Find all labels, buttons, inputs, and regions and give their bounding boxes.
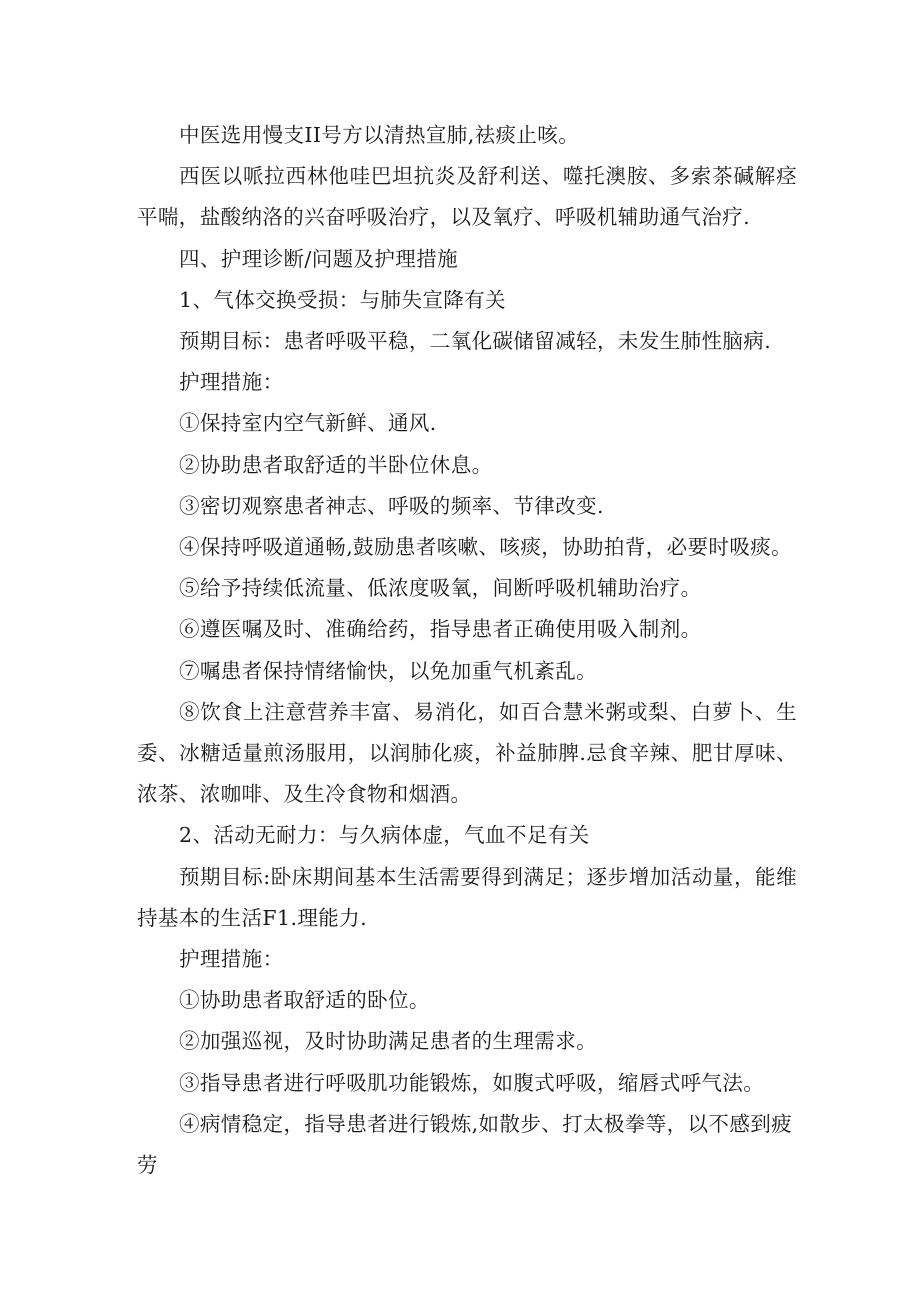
measure-item: ③密切观察患者神志、呼吸的频率、节律改变. (179, 493, 604, 518)
diagnosis-1-heading: 1、气体交换受损：与肺失宣降有关 (179, 287, 506, 312)
measure-item: ⑤给予持续低流量、低浓度吸氧，间断呼吸机辅助治疗。 (179, 576, 702, 601)
measure-item: ①保持室内空气新鲜、通风. (179, 411, 437, 436)
diagnosis-1-goal: 预期目标：患者呼吸平稳，二氧化碳储留减轻，未发生肺性脑病. (179, 329, 772, 354)
diagnosis-2-heading: 2、活动无耐力：与久病体虚，气血不足有关 (179, 823, 590, 848)
measure-item: ②加强巡视，及时协助满足患者的生理需求。 (179, 1029, 597, 1054)
paragraph-western-treatment: 西医以哌拉西林他哇巴坦抗炎及舒利送、噬托澳胺、多索茶碱解痉平喘，盐酸纳洛的兴奋呼吸治疗，以及氧疗、呼吸机辅助通气治疗. (137, 164, 797, 230)
measure-item: ③指导患者进行呼吸肌功能锻炼，如腹式呼吸，缩唇式呼气法。 (179, 1070, 765, 1095)
measure-item: ②协助患者取舒适的半卧位休息。 (179, 452, 493, 477)
document-body (137, 115, 797, 1186)
measure-item: ④病情稳定，指导患者进行锻炼,如散步、打太极拳等，以不感到疲劳 (137, 1111, 793, 1178)
section-heading-nursing-diagnosis: 四、护理诊断/问题及护理措施 (179, 246, 459, 271)
measure-item: ①协助患者取舒适的卧位。 (179, 988, 430, 1013)
measure-item: ⑦嘱患者保持情绪愉快，以免加重气机紊乱。 (179, 658, 597, 683)
measure-item: ⑥遵医嘱及时、准确给药，指导患者正确使用吸入制剂。 (179, 617, 702, 642)
paragraph-tcm-prescription: 中医选用慢支II号方以清热宣肺,祛痰止咳。 (179, 123, 580, 147)
diagnosis-2-measures-label: 护理措施： (179, 947, 284, 972)
measure-item-diet: ⑧饮食上注意营养丰富、易消化，如百合慧米粥或梨、白萝卜、生委、冰糖适量煎汤服用，以润肺化痰，补益肺脾.忌食辛辣、肥甘厚味、浓茶、浓咖啡、及生冷食物和烟酒。 (137, 699, 797, 807)
measure-item: ④保持呼吸道通畅,鼓励患者咳嗽、咳痰，协助拍背，必要时吸痰。 (179, 535, 793, 560)
diagnosis-2-goal: 预期目标:卧床期间基本生活需要得到满足；逐步增加活动量，能维持基本的生活F1.理能力. (137, 864, 797, 930)
diagnosis-1-measures-label: 护理措施： (179, 370, 284, 395)
